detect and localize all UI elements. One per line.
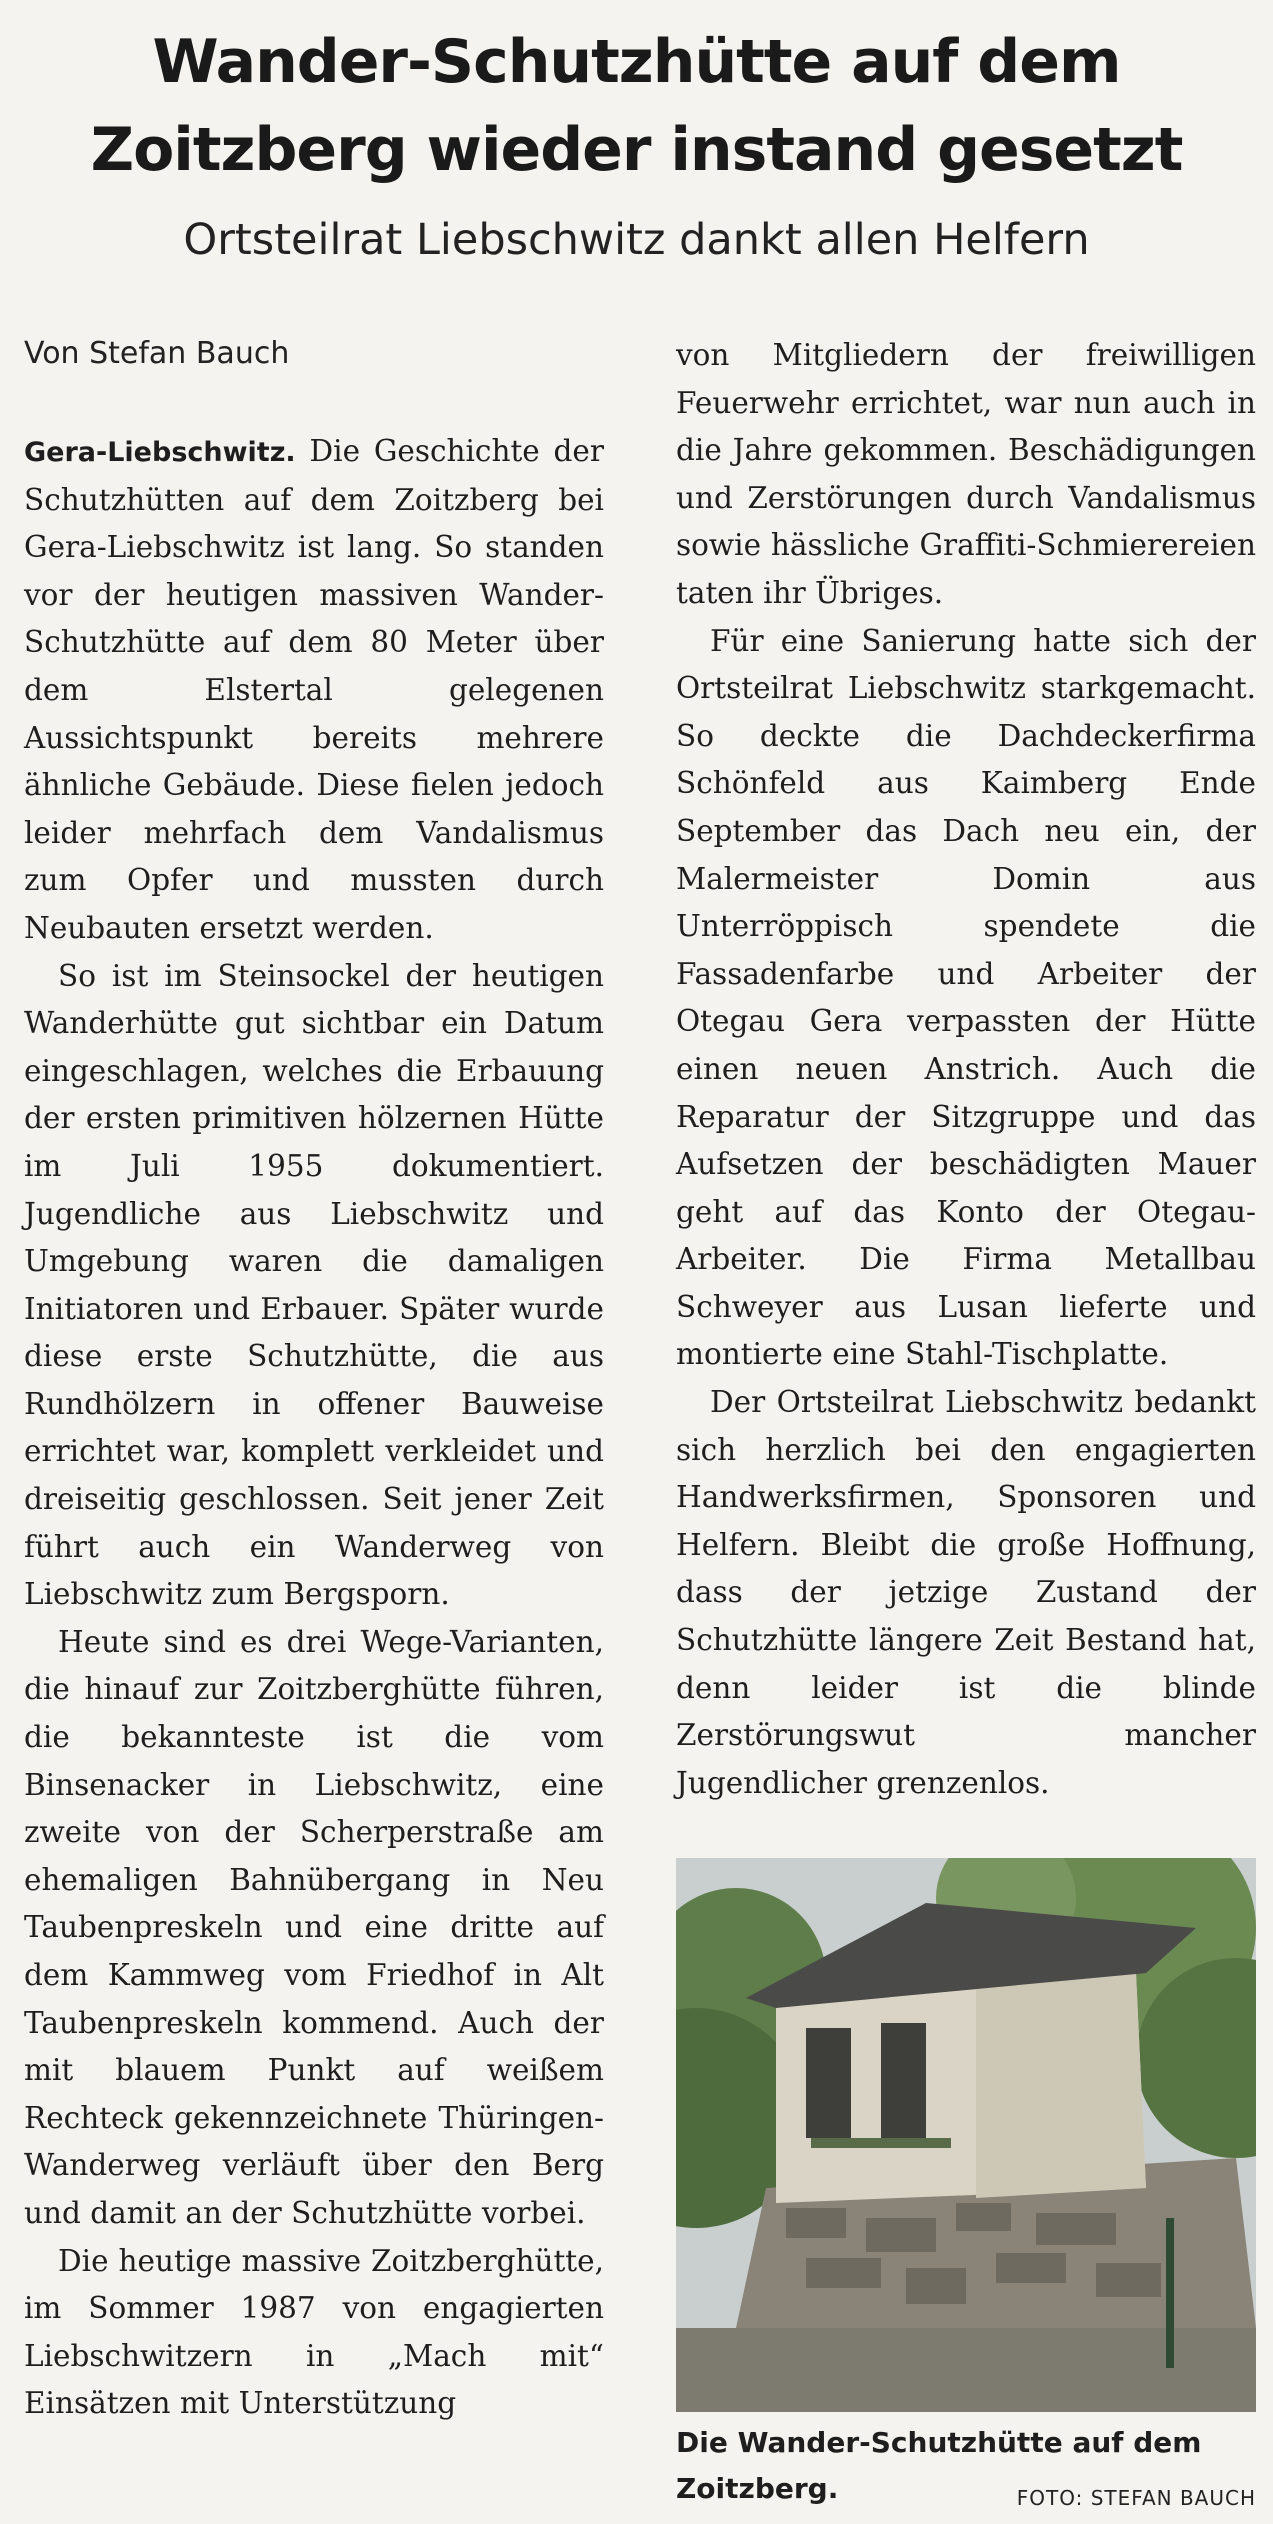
paragraph-1-text: Die Geschichte der Schutzhütten auf dem Zoitzberg bei Gera-Liebschwitz ist lang. So standen vor der heutigen massiven Wander-Schutzhütte auf dem 80 Meter über dem Elstertal gelegenen Aussichtspunkt bereits mehrere ähnliche Gebäude. Diese fielen jedoch leider mehrfach dem Vandalismus zum Opfer und mussten durch Neubauten ersetzt werden. — [24, 434, 604, 945]
byline: Von Stefan Bauch — [24, 336, 290, 371]
shelter-photo — [676, 1858, 1256, 2412]
shelter-photo-illustration — [676, 1858, 1256, 2412]
paragraph-2: So ist im Steinsockel der heutigen Wanderhütte gut sichtbar ein Datum eingeschlagen, welches die Erbauung der ersten primitiven hölzernen Hütte im Juli 1955 dokumentiert. Jugendliche aus Liebschwitz und Umgebung waren die damaligen Initiatoren und Erbauer. Später wurde diese erste Schutzhütte, die aus Rundhölzern in offener Bauweise errichtet war, komplett verkleidet und dreiseitig geschlossen. Seit jener Zeit führt auch ein Wanderweg von Liebschwitz zum Bergsporn. — [24, 958, 604, 1612]
paragraph-4: Die heutige massive Zoitzberghütte, im Sommer 1987 von engagierten Liebschwitzern in „Mach mit“ Einsätzen mit Unterstützung — [24, 2243, 604, 2421]
article-column-2 — [676, 332, 1256, 1807]
paragraph-7: Der Ortsteilrat Liebschwitz bedankt sich herzlich bei den engagierten Handwerksfirmen, Sponsoren und Helfern. Bleibt die große Hoffnung, dass der jetzige Zustand der Schutzhütte längere Zeit Bestand hat, denn leider ist die blinde Zerstörungswut mancher Jugendlicher grenzenlos. — [676, 1385, 1256, 1800]
article-column-1 — [24, 428, 604, 2428]
headline-line-2: Zoitzberg wieder instand gesetzt — [90, 115, 1183, 185]
headline-line-1: Wander-Schutzhütte auf dem — [152, 27, 1121, 97]
photo-caption — [676, 2420, 1256, 2512]
paragraph-1 — [24, 428, 604, 953]
paragraph-5: von Mitgliedern der freiwilligen Feuerwehr errichtet, war nun auch in die Jahre gekommen. Beschädigungen und Zerstörungen durch Vandalismus sowie hässliche Graffiti-Schmierereien taten ihr Übriges. — [676, 338, 1256, 610]
paragraph-6: Für eine Sanierung hatte sich der Ortsteilrat Liebschwitz starkgemacht. So deckte die Dachdeckerfirma Schönfeld aus Kaimberg Ende September das Dach neu ein, der Malermeister Domin aus Unterröppisch spendete die Fassadenfarbe und Arbeiter der Otegau Gera verpassten der Hütte einen neuen Anstrich. Auch die Reparatur der Sitzgruppe und das Aufsetzen der beschädigten Mauer geht auf das Konto der Otegau-Arbeiter. Die Firma Metallbau Schweyer aus Lusan lieferte und montierte eine Stahl-Tischplatte. — [676, 623, 1256, 1372]
subheadline: Ortsteilrat Liebschwitz dankt allen Helfern — [183, 215, 1090, 265]
caption-text: Die Wander-Schutzhütte auf dem Zoitzberg. — [676, 2426, 1202, 2505]
headline — [0, 18, 1273, 194]
photo-credit: FOTO: STEFAN BAUCH — [1016, 2486, 1256, 2510]
dateline: Gera-Liebschwitz. — [24, 437, 296, 468]
paragraph-3: Heute sind es drei Wege-Varianten, die hinauf zur Zoitzberghütte führen, die bekannteste ist die vom Binsenacker in Liebschwitz, eine zweite von der Scherperstraße am ehemaligen Bahnübergang in Neu Taubenpreskeln und eine dritte auf dem Kammweg vom Friedhof in Alt Taubenpreskeln kommend. Auch der mit blauem Punkt auf weißem Rechteck gekennzeichnete Thüringen-Wanderweg verläuft über den Berg und damit an der Schutzhütte vorbei. — [24, 1624, 604, 2230]
